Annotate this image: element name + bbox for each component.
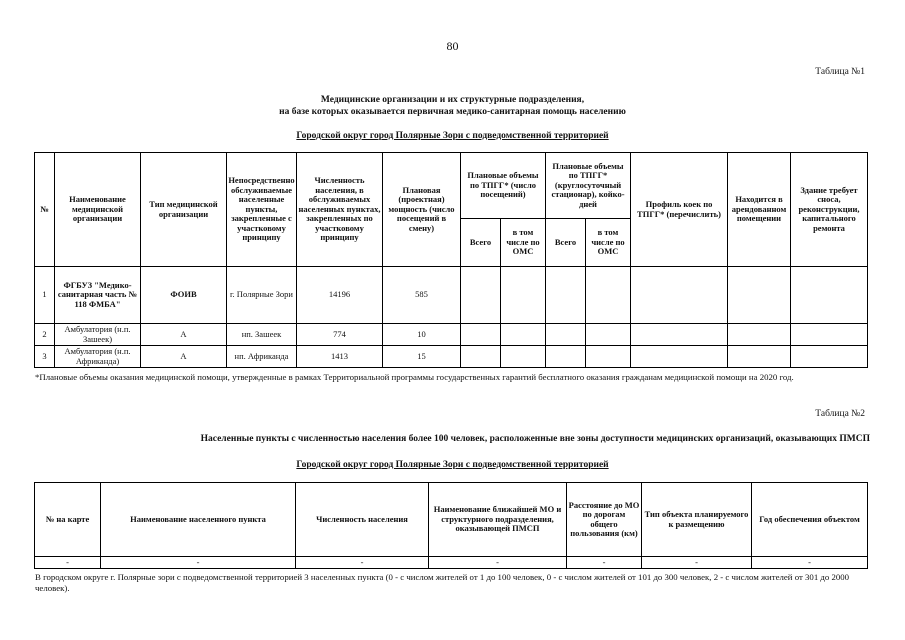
row-capacity: 15 [383, 346, 461, 368]
col-visits-total: Всего [461, 219, 501, 267]
col-visits-oms: в том числе по ОМС [501, 219, 546, 267]
row-type: А [141, 324, 227, 346]
table2-note: В городском округе г. Полярные зори с подведомственной территорией 3 населенных пункта (0 - с числом жителей от 1 до 100 человек, 0 - с числом жителей от 101 до 300 человек, 2 - с числом жителей от 301 до 2000 человек). [35, 572, 850, 593]
col-population: Численность населения [296, 483, 429, 557]
row-population: 1413 [297, 346, 383, 368]
cell: - [296, 557, 429, 569]
col-distance: Расстояние до МО по дорогам общего пользования (км) [567, 483, 642, 557]
table1 [34, 152, 868, 368]
row-settlement: нп. Африканда [227, 346, 297, 368]
row-name: Амбулатория (н.п. Зашеек) [55, 324, 141, 346]
row-num: 3 [35, 346, 55, 368]
row-name: ФГБУЗ "Медико-санитарная часть № 118 ФМБА" [55, 267, 141, 324]
cell: - [752, 557, 868, 569]
row-type: ФОИВ [141, 267, 227, 324]
col-building: Здание требует сноса, реконструкции, капитального ремонта [791, 153, 868, 267]
col-type: Тип медицинской организации [141, 153, 227, 267]
table-row [35, 324, 868, 346]
table1-region: Городской округ город Полярные Зори с подведомственной территорией [296, 131, 609, 141]
page-number: 80 [446, 39, 459, 53]
col-plan-beds: Плановые объемы по ТПГГ* (круглосуточный стационар), койко-дней [546, 153, 631, 219]
row-type: А [141, 346, 227, 368]
cell: - [642, 557, 752, 569]
cell: - [567, 557, 642, 569]
table1-title-line1: Медицинские организации и их структурные подразделения, [320, 95, 585, 105]
col-object-type: Тип объекта планируемого к размещению [642, 483, 752, 557]
col-profile: Профиль коек по ТПГГ* (перечислить) [631, 153, 728, 267]
table1-title-line2: на базе которых оказывается первичная медико-санитарная помощь населению [279, 107, 626, 117]
table1-label: Таблица №1 [815, 67, 865, 77]
col-beds-oms: в том числе по ОМС [586, 219, 631, 267]
col-capacity: Плановая (проектная) мощность (число посещений в смену) [383, 153, 461, 267]
cell: - [35, 557, 101, 569]
col-plan-visits: Плановые объемы по ТПГГ* (число посещений) [461, 153, 546, 219]
row-population: 14196 [297, 267, 383, 324]
table2 [34, 482, 868, 569]
table2-region: Городской округ город Полярные Зори с подведомственной территорией [296, 460, 609, 470]
table2-label: Таблица №2 [815, 409, 865, 419]
col-name: Наименование медицинской организации [55, 153, 141, 267]
col-year: Год обеспечения объектом [752, 483, 868, 557]
table-row [35, 557, 868, 569]
row-name: Амбулатория (н.п. Африканда) [55, 346, 141, 368]
col-rented: Находится в арендованном помещении [728, 153, 791, 267]
row-settlement: г. Полярные Зори [227, 267, 297, 324]
table-row [35, 267, 868, 324]
col-map-num: № на карте [35, 483, 101, 557]
row-settlement: нп. Зашеек [227, 324, 297, 346]
row-population: 774 [297, 324, 383, 346]
row-capacity: 10 [383, 324, 461, 346]
cell: - [101, 557, 296, 569]
col-population: Численность населения, в обслуживаемых населенных пунктах, закрепленных по участковому принципу [297, 153, 383, 267]
col-settlements: Непосредственно обслуживаемые населенные пункты, закрепленные с участковому принципу [227, 153, 297, 267]
table2-title: Населенные пункты с численностью населения более 100 человек, расположенные вне зоны доступности медицинских организаций, оказывающих ПМСП [200, 434, 870, 444]
row-num: 2 [35, 324, 55, 346]
col-settlement-name: Наименование населенного пункта [101, 483, 296, 557]
col-num: № [35, 153, 55, 267]
table-row [35, 346, 868, 368]
row-num: 1 [35, 267, 55, 324]
table1-footnote: *Плановые объемы оказания медицинской помощи, утвержденные в рамках Территориальной программы государственных гарантий бесплатного оказания гражданам медицинской помощи на 2020 год. [35, 372, 794, 382]
row-capacity: 585 [383, 267, 461, 324]
col-beds-total: Всего [546, 219, 586, 267]
col-nearest-mo: Наименование ближайшей МО и структурного подразделения, оказывающей ПМСП [429, 483, 567, 557]
cell: - [429, 557, 567, 569]
